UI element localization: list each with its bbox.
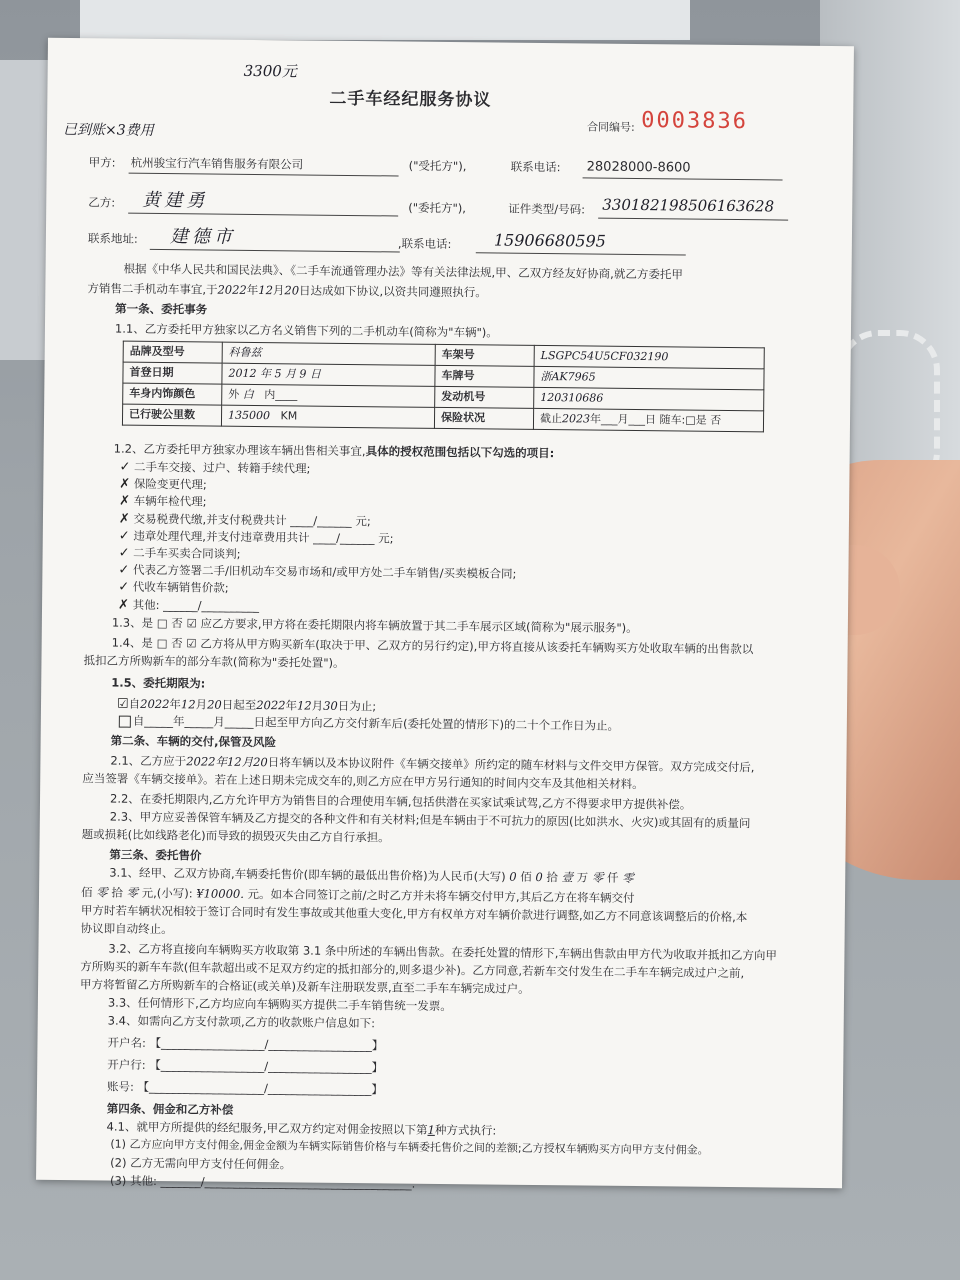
underline bbox=[598, 218, 788, 221]
clause-2-1-c: 应当签署《车辆交接单》。若在上述日期未完成交车的,则乙方应在甲方另行通知的时间内交车及其他相关材料。 bbox=[82, 771, 644, 792]
authorization-item: ✗ 保险变更代理; bbox=[119, 476, 207, 492]
mileage-label: 已行驶公里数 bbox=[122, 404, 221, 426]
vin-value: LSGPC54U5CF032190 bbox=[534, 345, 764, 368]
party-b-phone: 15906680595 bbox=[493, 230, 606, 251]
article-1-heading: 第一条、委托事务 bbox=[115, 301, 208, 317]
underline bbox=[583, 177, 783, 180]
insurance-value: 截止2023年___月___日 随车:□是 否 bbox=[533, 408, 763, 431]
authorization-item: ✓ 代表乙方签署二手/旧机动车交易市场和/或甲方处二手车销售/买卖模板合同; bbox=[118, 562, 517, 581]
clause-1-3: 1.3、是 □ 否 ☑ 应乙方要求,甲方将在委托期限内将车辆放置于其二手车展示区域(简称为"展示服务")。 bbox=[111, 615, 638, 636]
clause-2-3-b: 题或损耗(比如线路老化)而导致的损毁灭失由乙方自行承担。 bbox=[81, 827, 390, 845]
clause-1-5: 1.5、委托期限为: bbox=[111, 675, 206, 691]
party-a-role: ("受托方"), bbox=[408, 158, 467, 174]
party-a-name: 杭州骏宝行汽车销售服务有限公司 bbox=[130, 155, 304, 172]
authorization-item: ✓ 违章处理代理,并支付违章费用共计 ____/______ 元; bbox=[118, 528, 394, 546]
clause-1-4-a: 1.4、是 □ 否 ☑ 乙方将从甲方购买新车(取决于甲、乙双方的另行约定),甲方将直接从该委托车辆购买方处收取车辆的出售款以 bbox=[111, 635, 754, 657]
plate-label: 车牌号 bbox=[435, 365, 534, 387]
brand-label: 品牌及型号 bbox=[123, 341, 222, 363]
clause-1-1: 1.1、乙方委托甲方独家以乙方名义销售下列的二手机动车(简称为"车辆")。 bbox=[114, 321, 498, 340]
authorization-item: ✓ 二手车买卖合同谈判; bbox=[118, 545, 241, 561]
engine-label: 发动机号 bbox=[435, 386, 534, 408]
authorization-item: ✓ 二手车交接、过户、转籍手续代理; bbox=[119, 459, 311, 476]
mileage-value: 135000 KM bbox=[221, 405, 434, 428]
article-2-heading: 第二条、车辆的交付,保管及风险 bbox=[110, 733, 277, 750]
clause-3-2-a: 3.2、乙方将直接向车辆购买方收取第 3.1 条中所述的车辆出售款。在委托处置的情形下,车辆出售款由甲方代为收取并抵扣乙方向甲 bbox=[108, 941, 778, 963]
article-3-heading: 第三条、委托售价 bbox=[109, 847, 202, 863]
clause-1-4-b: 抵扣乙方所购新车的部分车款(简称为"委托处置")。 bbox=[83, 653, 345, 670]
handwritten-top-note: 3300元 bbox=[243, 61, 297, 81]
address-label: 联系地址: bbox=[87, 231, 138, 246]
brand-value: 科鲁兹 bbox=[222, 342, 435, 365]
authorization-item: ✗ 其他: ______/__________ bbox=[117, 597, 260, 613]
underline bbox=[129, 173, 399, 177]
fee-option-1: (1) 乙方应向甲方支付佣金,佣金金额为车辆实际销售价格与车辆委托售价之间的差额;乙方授权车辆购买方向甲方支付佣金。 bbox=[110, 1137, 709, 1157]
vehicle-table bbox=[122, 341, 765, 433]
underline bbox=[128, 213, 398, 217]
clause-2-2: 2.2、在委托期限内,乙方允许甲方为销售目的合理使用车辆,包括供潜在买家试乘试驾,乙方不得要求甲方提供补偿。 bbox=[109, 791, 692, 812]
first-reg-label: 首登日期 bbox=[123, 362, 222, 384]
clause-3-1-g: 协议即自动终止。 bbox=[80, 921, 173, 937]
document-title: 二手车经纪服务协议 bbox=[329, 88, 492, 111]
period-option-1: ☑自2022年12月20日起至2022年12月30日为止; bbox=[116, 696, 377, 714]
underline bbox=[476, 252, 686, 255]
authorization-item: ✓ 代收车辆销售价款; bbox=[118, 579, 229, 596]
authorization-item: ✗ 车辆年检代理; bbox=[119, 493, 207, 510]
clause-3-4: 3.4、如需向乙方支付款项,乙方的收款账户信息如下: bbox=[107, 1013, 376, 1031]
article-4-heading: 第四条、佣金和乙方补偿 bbox=[106, 1101, 234, 1117]
insurance-label: 保险状况 bbox=[434, 407, 533, 429]
clause-3-2-c: 甲方将暂留乙方所购新车的合格证(或关单)及新车注册联发票,直至二手车车辆完成过户。 bbox=[80, 977, 530, 996]
authorization-item: ✗ 交易税费代缴,并支付税费共计 ____/______ 元; bbox=[118, 511, 371, 528]
clause-3-1-a: 3.1、经甲、乙双方协商,车辆委托售价(即车辆的最低出售价格)为人民币(大写) 0 佰 0 拾 壹 万 零 仟 零 bbox=[109, 865, 634, 885]
period-option-2: 自_____年_____月_____日起至甲方向乙方交付新车后(委托处置的情形下)的二十个工作日为止。 bbox=[117, 713, 619, 736]
intro-line-1: 根据《中华人民共和国民法典》、《二手车流通管理办法》等有关法律法规,甲、乙双方经友好协商,就乙方委托甲 bbox=[123, 261, 683, 282]
underline bbox=[150, 249, 400, 253]
contract-number-label: 合同编号: bbox=[587, 120, 635, 134]
party-a-label: 甲方: bbox=[88, 155, 116, 170]
phone-label-2: ,联系电话: bbox=[397, 236, 452, 252]
plate-value: 浙AK7965 bbox=[534, 366, 764, 389]
fee-option-3: (3) 其他: _______/____________________________________. bbox=[109, 1173, 416, 1191]
contract-document bbox=[36, 38, 854, 1191]
color-label: 车身内饰颜色 bbox=[123, 383, 222, 405]
intro-line-2: 方销售二手机动车事宜,于2022年12月20日达成如下协议,以资共同遵照执行。 bbox=[87, 281, 487, 300]
id-label: 证件类型/号码: bbox=[508, 201, 586, 217]
party-b-name: 黄建勇 bbox=[142, 189, 209, 212]
engine-value: 120310686 bbox=[534, 387, 764, 410]
party-a-phone: 28028000-8600 bbox=[586, 159, 691, 176]
account-number-row: 账号: 【____________________/__________________】 bbox=[106, 1079, 383, 1097]
clause-3-1-f: 甲方时若车辆状况相较于签订合同时有发生事故或其他重大变化,甲方有权单方对车辆价款进行调整,如乙方不同意该调整后的价格,本 bbox=[80, 903, 748, 925]
authorization-list bbox=[118, 459, 518, 618]
bank-row: 开户行: 【__________________/__________________】 bbox=[107, 1057, 384, 1075]
clause-3-1-b: 佰 零 拾 零 元,(小写): ¥10000. 元。如本合同签订之前/之时乙方并未将车辆交付甲方,其后乙方在将车辆交付 bbox=[80, 885, 635, 906]
contract-number: 0003836 bbox=[641, 108, 749, 135]
address-value: 建德市 bbox=[169, 226, 237, 248]
party-b-id: 330182198506163628 bbox=[602, 195, 775, 216]
background-box bbox=[0, 60, 50, 360]
fee-option-2: (2) 乙方无需向甲方支付任何佣金。 bbox=[110, 1155, 292, 1172]
party-b-label: 乙方: bbox=[88, 195, 116, 210]
vin-label: 车架号 bbox=[435, 344, 534, 366]
handwritten-left-note: 已到账×3费用 bbox=[62, 121, 154, 139]
first-reg-value: 2012 年 5 月 9 日 bbox=[222, 363, 435, 386]
clause-3-2-b: 方所购买的新车车款(但车款超出或不足双方约定的抵扣部分的,则多退少补)。乙方同意,若新车交付发生在二手车车辆完成过户之前, bbox=[80, 959, 745, 981]
clause-4-1: 4.1、就甲方所提供的经纪服务,甲乙双方约定对佣金按照以下第1种方式执行: bbox=[106, 1119, 497, 1138]
party-b-role: ("委托方"), bbox=[408, 200, 467, 216]
clause-2-3-a: 2.3、甲方应妥善保管车辆及乙方提交的各种文件和有关材料;但是车辆由于不可抗力的原因(比如洪水、火灾)或其固有的质量问 bbox=[109, 809, 751, 831]
clause-1-2: 1.2、乙方委托甲方独家办理该车辆出售相关事宜,具体的授权范围包括以下勾选的项目: bbox=[113, 441, 555, 461]
background-monitor bbox=[80, 0, 690, 40]
account-name-row: 开户名: 【__________________/__________________】 bbox=[107, 1035, 384, 1053]
clause-2-1: 2.1、乙方应于2022年12月20日将车辆以及本协议附件《车辆交接单》所约定的随车材料与文件交甲方保管。双方完成交付后, bbox=[110, 753, 755, 775]
clause-3-3: 3.3、任何情形下,乙方均应向车辆购买方提供二手车销售统一发票。 bbox=[107, 995, 452, 1014]
color-value: 外 白 内____ bbox=[222, 384, 435, 407]
phone-label: 联系电话: bbox=[510, 159, 561, 175]
